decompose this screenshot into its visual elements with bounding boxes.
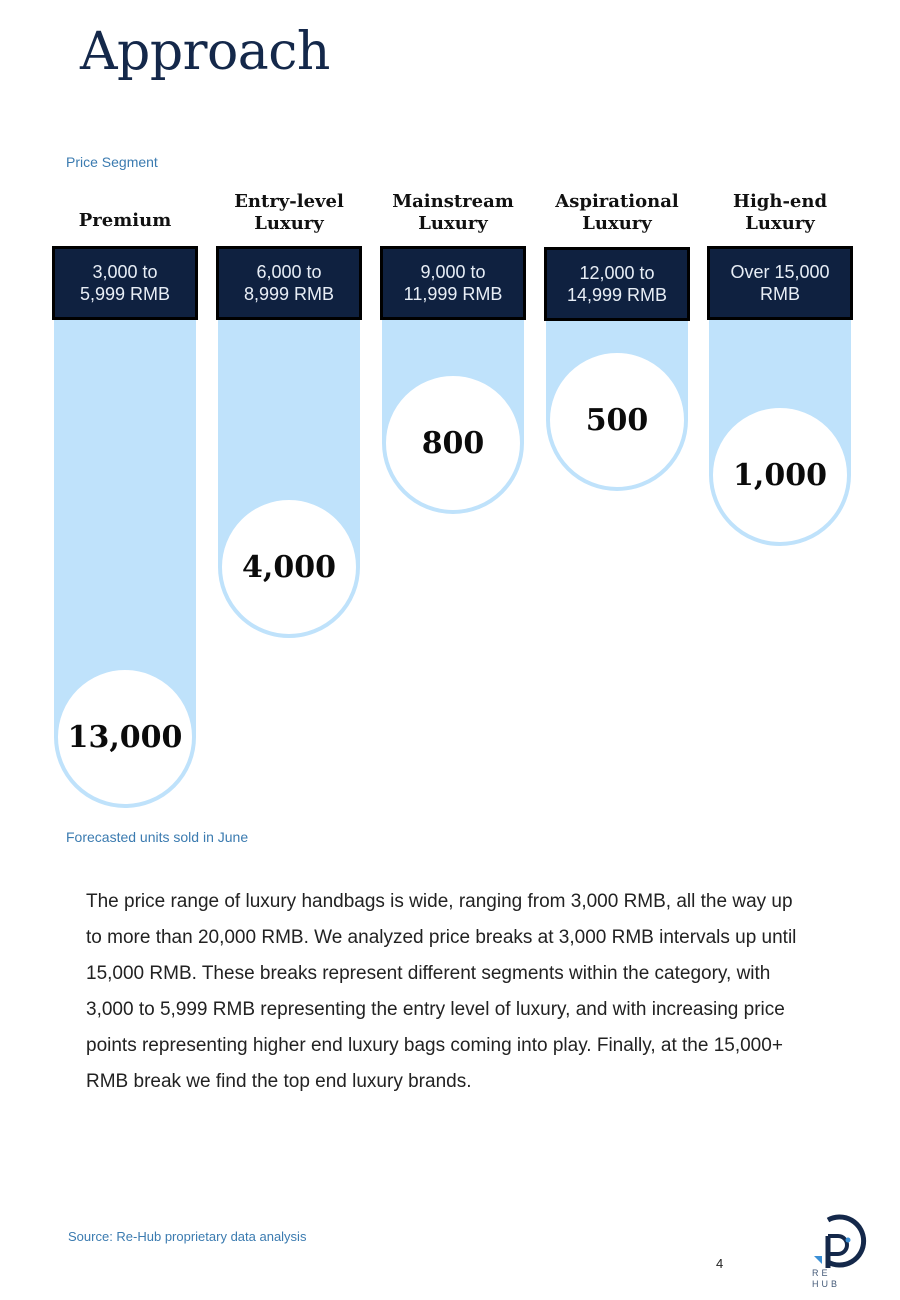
segment-label: High-end Luxury — [732, 191, 828, 234]
price-range-box: Over 15,000 RMB — [707, 246, 853, 320]
price-range-box: 3,000 to 5,999 RMB — [52, 246, 198, 320]
value-bubble: 1,000 — [709, 404, 851, 546]
value-bubble: 13,000 — [54, 666, 196, 808]
value-bubble: 800 — [382, 372, 524, 514]
price-segment-label: Price Segment — [66, 154, 158, 170]
segment-label: Aspirational Luxury — [555, 191, 679, 234]
segment-label: Entry-level Luxury — [234, 191, 344, 234]
logo-text: RE HUB — [812, 1268, 841, 1289]
page-title: Approach — [80, 22, 330, 82]
body-paragraph: The price range of luxury handbags is wide, ranging from 3,000 RMB, all the way up to more than 20,000 RMB. We analyzed price breaks at 3,000 RMB intervals up until 15,000 RMB. These breaks represent different segments within the category, with 3,000 to 5,999 RMB representing the entry level of luxury, and with increasing price points representing higher end luxury bags coming into play. Finally, at the 15,000+ RMB break we find the top end luxury brands. — [86, 891, 797, 1092]
value-bubble: 500 — [546, 349, 688, 491]
value-bubble: 4,000 — [218, 496, 360, 638]
forecast-label: Forecasted units sold in June — [66, 829, 249, 845]
price-range-box: 12,000 to 14,999 RMB — [544, 247, 690, 321]
segment-label: Mainstream Luxury — [392, 191, 514, 234]
price-range-box: 6,000 to 8,999 RMB — [216, 246, 362, 320]
price-range-box: 9,000 to 11,999 RMB — [380, 246, 526, 320]
page-number: 4 — [716, 1256, 724, 1271]
segment-label: Premium — [78, 210, 172, 231]
source-note: Source: Re-Hub proprietary data analysis — [68, 1229, 307, 1244]
